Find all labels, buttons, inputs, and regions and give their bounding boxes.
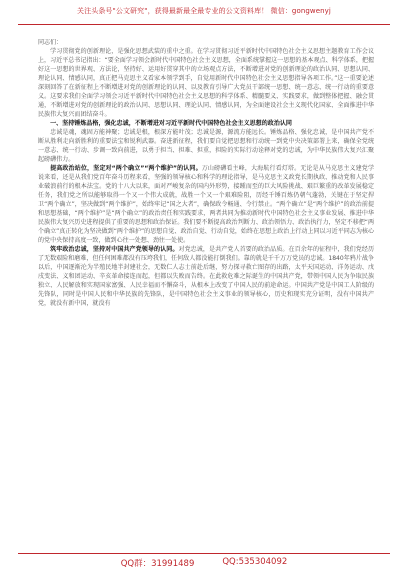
footer [0,557,408,571]
section1-paragraph-1: 忠诚是魂，魂固方能神聚；忠诚是根，根深方能叶茂；忠诚是源，源流方能远长。锤炼品格、强化忠诚，是中国共产党不断从胜利走向新胜利的重要法宝和锐利武器。奋进新征程，我们要自觉把思想和行动统一到党中央决策部署上来，确保全党统一意志、统一行动、步调一致向前进，以勇于担当、担难、担重，担险的实际行动诠释对党的忠诚，为中华民族伟大复兴汇聚起磅礴伟力。 [38,128,374,163]
section1-paragraph-3 [38,246,374,309]
header-banner: 关注头条号"公文研究"，获得最新最全最专业的公文资料库！ 微信：gongwenyj [77,7,331,15]
intro-paragraph: 学习贯彻党的创新理论，是强化思想武装的重中之重。在学习贯彻习近平新时代中国特色社会主义思想主题教育工作会议上，习近平总书记指出：“要全面学习领会新时代中国特色社会主义思想，全面系统掌握这一思想的基本观点、科学体系，把握好这一思想的世界观、方法论，坚持好、运用好贯穿其中的立场观点方法，不断增进对党的创新理论的政治认同、思想认同、理论认同、情感认同，真正把马克思主义看家本领学到手，自觉用新时代中国特色社会主义思想指导各项工作。”这一重要论述深刻回答了在新征程上不断增进对党的创新理论的认同、以及教育引导广大党员干部统一思想、统一意志、统一行动的重要意义。这要求我们全面学习领会习近平新时代中国特色社会主义思想的科学体系、精髓要义、实践要求，做到整体把握、融会贯通，不断增进对党的创新理论的政治认同、思想认同、理论认同、情感认同，为全面建设社会主义现代化国家、全面推进中华民族伟大复兴而团结奋斗。 [38,47,374,118]
paragraph-body: 对党忠诚，是共产党人首要的政治品质。在百余年的征程中，我们党经历了无数艰险和磨难，但任何困难都没有压垮我们，任何敌人都没能打倒我们。靠的就是千千万万党员的忠诚。1840年鸦片战争以后，中国逐渐沦为半殖民地半封建社会，无数仁人志士前赴后继，努力探寻救亡图存的出路，太平天国运动、洋务运动、戊戌变法、义和团运动、辛亥革命接连而起，但都以失败而告终。在此救危难之际诞生的中国共产党，带领中国人民为争取民族独立、人民解放和实现国家富强、人民幸福而不懈奋斗，从根本上改变了中国人民的前途命运。中国共产党是中国工人阶级的先锋队，同时是中国人民和中华民族的先锋队，是中国特色社会主义事业的领导核心，历史和现实充分证明，没有中国共产党，就没有新中国，就没有 [38,245,374,307]
footer-divider [18,553,390,554]
salutation: 同志们： [38,39,63,46]
paragraph-lead: 提高政治站位，坚定对“两个确立”“两个维护”的认同。 [50,164,202,172]
footer-qq: QQ:535304092 [222,557,288,567]
paragraph-lead: 筑牢政治忠诚，坚持对中国共产党领导的认同。 [50,245,179,253]
paragraph-body: 万山磅礴看主峰，大海航行看灯塔。无论是从马克思主义建党学说来看，还是从我们党百年奋斗历程来看，坚强的领导核心和科学的理论指导，是马克思主义政党长期执政、推动党和人民事业破浪前行的根本法宝。党的十八大以来，面对严峻复杂的国内外形势，接踵而至的巨大风险挑战、艰巨繁重的改革发展稳定任务，我们党之所以能够取得一个又一个伟大成就，战胜一个又一个艰难险阻，历经千锤百炼仍朝气蓬勃，关键在于坚定捍卫“两个确立”，坚决做到“两个维护”，始终牢记“国之大者”，确保政令畅通、令行禁止。“两个确立”是“两个维护”的政治前提和思想基础，“两个维护”是“两个确立”的政治责任和实践要求，两者共同为推动新时代中国特色社会主义事业发展、推进中华民族伟大复兴历史进程提供了重要的思想和政治保证。我们要不断提高政治判断力、政治领悟力、政治执行力，坚定不移把“两个确立”真正转化为坚决做到“两个维护”的思想自觉、政治自觉、行动自觉，始终在思想上政治上行动上同以习近平同志为核心的党中央保持高度一致，做到心往一处想、劲往一处使。 [38,164,374,244]
header-divider [18,24,390,25]
section-heading-1: 一、坚持锤炼品格，强化忠诚，不断增进对习近平新时代中国特色社会主义思想的政治认同 [50,119,292,127]
document-body [38,39,374,534]
footer-qq-group: QQ群：31991489 [120,559,195,569]
section1-paragraph-2 [38,165,374,246]
